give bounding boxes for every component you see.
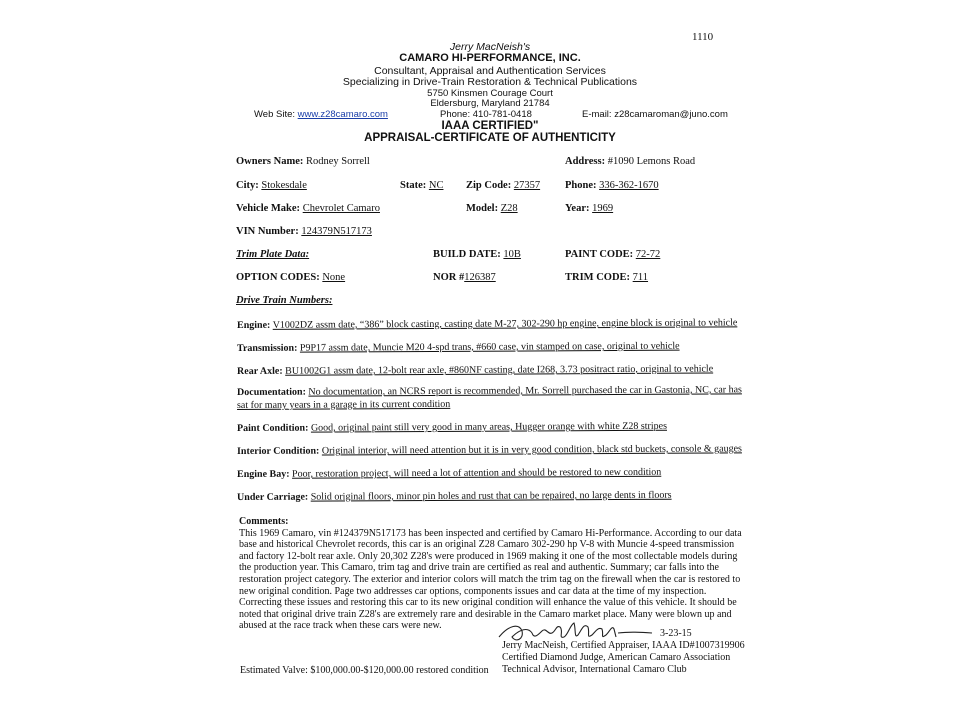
option-codes-row: [236, 272, 345, 283]
rear-axle-value: BU1002G1 assm date, 12-bolt rear axle, #860NF casting, date I268, 3.73 positract ratio, original to vehicle: [285, 363, 714, 377]
letterhead-company: CAMARO HI-PERFORMANCE, INC.: [399, 52, 581, 64]
owners-name-row: [236, 156, 370, 167]
letterhead-name: Jerry MacNeish's: [449, 41, 531, 53]
engine-bay-row: [237, 467, 661, 480]
engine-row: [237, 317, 737, 331]
comments-block: [239, 516, 754, 632]
documentation-label: Documentation:: [237, 386, 306, 398]
drive-train-heading: Drive Train Numbers:: [236, 295, 333, 306]
option-codes-value: None: [322, 272, 346, 283]
website-label: Web Site:: [254, 109, 296, 120]
vehicle-make-value: Chevrolet Camaro: [302, 203, 380, 214]
nor-value: 126387: [464, 272, 496, 283]
comments-line: noted that original drive train Z28's are extremely rare and desirable in the Camaro market place. Many were blown up and: [239, 608, 732, 620]
city-label: City:: [236, 180, 259, 191]
year-label: Year:: [565, 203, 590, 214]
engine-value: V1002DZ assm date, “386” block casting, casting date M-27, 302-290 hp engine, engine block is original to vehicle: [272, 317, 738, 331]
model-row: [466, 203, 518, 214]
nor-row: [433, 272, 496, 283]
letterhead-specializing: Specializing in Drive-Train Restoration & Technical Publications: [342, 76, 638, 88]
zip-value: 27357: [513, 180, 541, 191]
zip-row: [466, 180, 540, 191]
model-value: Z28: [500, 203, 518, 214]
email-row: [582, 109, 728, 120]
paint-code-label: PAINT CODE:: [565, 249, 634, 260]
nor-label: NOR #: [433, 272, 465, 283]
comments-line: abused at the race track when these cars were new.: [239, 620, 442, 632]
phone-label: Phone:: [565, 180, 597, 191]
comments-line: the production year. This Camaro, trim tag and drive train are certified as real and authentic. Summary; car falls into the: [239, 562, 719, 574]
trim-code-label: TRIM CODE:: [565, 272, 631, 283]
comments-line: restoration project category. The exterior and interior colors will match the trim tag on the firewall when the car is restored to: [239, 573, 741, 585]
owners-name-value: Rodney Sorrell: [305, 156, 370, 167]
comments-line: new original condition. Page two addresses car options, components issues and car data at the time of my inspection.: [239, 585, 707, 597]
engine-bay-value: Poor, restoration project, will need a lot of attention and should be restored to new condition: [292, 466, 662, 480]
engine-label: Engine:: [237, 319, 271, 331]
paint-condition-value: Good, original paint still very good in many areas, Hugger orange with white Z28 stripes: [310, 420, 668, 434]
build-date-label: BUILD DATE:: [433, 249, 501, 260]
email-label: E-mail:: [582, 109, 612, 120]
vin-label: VIN Number:: [236, 226, 299, 237]
paint-condition-row: [237, 421, 667, 434]
state-row: [400, 180, 443, 191]
trim-plate-heading: Trim Plate Data:: [236, 249, 310, 260]
under-carriage-row: [237, 490, 672, 503]
build-date-value: 10B: [503, 249, 521, 260]
under-carriage-value: Solid original floors, minor pin holes and rust that can be repaired, no large dents in floors: [310, 489, 672, 503]
year-row: [565, 203, 613, 214]
address-row: [565, 156, 695, 167]
interior-condition-label: Interior Condition:: [237, 445, 320, 457]
website-link[interactable]: www.z28camaro.com: [297, 109, 388, 120]
letterhead-services: Consultant, Appraisal and Authentication Services: [374, 65, 606, 77]
trim-code-row: [565, 272, 648, 283]
city-row: [236, 180, 307, 191]
comments-line: Correcting these issues and restoring this car to its new original condition will enhance the value of this vehicle. It should be: [239, 597, 737, 609]
website-row: [254, 109, 388, 120]
comments-line: This 1969 Camaro, vin #124379N517173 has been inspected and certified by Camaro Hi-Performance. According to our data: [239, 527, 742, 539]
letterhead-city: Eldersburg, Maryland 21784: [430, 98, 550, 109]
trim-code-value: 711: [632, 272, 649, 283]
owners-name-label: Owners Name:: [236, 156, 304, 167]
year-value: 1969: [592, 203, 614, 214]
estimated-value: Estimated Valve: $100,000.00-$120,000.00 restored condition: [240, 665, 489, 676]
certificate-line1: IAAA CERTIFIED": [441, 120, 539, 132]
phone-line: Phone: 410-781-0418: [440, 109, 532, 120]
rear-axle-row: [237, 364, 713, 377]
comments-line: base and historical Chevrolet records, this car is an original Z28 Camaro 302-290 hp V-8 with Muncie 4-speed transmission: [239, 539, 735, 551]
paint-condition-label: Paint Condition:: [237, 422, 309, 434]
phone-row: [565, 180, 659, 191]
under-carriage-label: Under Carriage:: [237, 491, 309, 503]
documentation-value-2: sat for many years in a garage in its current condition: [237, 398, 451, 411]
vehicle-make-row: [236, 203, 380, 214]
state-label: State:: [400, 180, 427, 191]
transmission-label: Transmission:: [237, 342, 298, 354]
documentation-row: [237, 384, 742, 398]
paint-code-row: [565, 249, 660, 260]
address-value: #1090 Lemons Road: [607, 156, 696, 167]
rear-axle-label: Rear Axle:: [237, 365, 283, 377]
documentation-value-1: No documentation, an NCRS report is recommended, Mr. Sorrell purchased the car in Gastonia, NC, car has: [308, 384, 742, 398]
state-value: NC: [428, 180, 444, 191]
letterhead-street: 5750 Kinsmen Courage Court: [427, 88, 553, 99]
address-label: Address:: [565, 156, 606, 167]
signature-line3: Technical Advisor, International Camaro Club: [502, 664, 687, 675]
comments-line: and factory 12-bolt rear axle. Only 20,302 Z28's were produced in 1969 making it one of the most collectable models during: [239, 550, 738, 562]
transmission-value: P9P17 assm date, Muncie M20 4-spd trans, #660 case, vin stamped on case, original to vehicle: [299, 340, 680, 354]
interior-condition-row: [237, 443, 742, 457]
engine-bay-label: Engine Bay:: [237, 468, 290, 480]
zip-label: Zip Code:: [466, 180, 512, 191]
page-number: 1110: [692, 31, 714, 43]
comments-label: Comments:: [239, 516, 289, 527]
signature-line1: Jerry MacNeish, Certified Appraiser, IAAA ID#1007319906: [502, 640, 745, 651]
city-value: Stokesdale: [261, 180, 307, 191]
transmission-row: [237, 341, 680, 354]
vehicle-make-label: Vehicle Make:: [236, 203, 301, 214]
email-address[interactable]: z28camaroman@juno.com: [614, 109, 728, 120]
certificate-line2: APPRAISAL-CERTIFICATE OF AUTHENTICITY: [364, 132, 616, 144]
vin-value: 124379N517173: [301, 226, 372, 237]
signature-line2: Certified Diamond Judge, American Camaro Association: [502, 652, 731, 663]
vin-row: [236, 226, 372, 237]
option-codes-label: OPTION CODES:: [236, 272, 320, 283]
model-label: Model:: [466, 203, 499, 214]
signature-date: 3-23-15: [660, 628, 692, 639]
build-date-row: [433, 249, 521, 260]
paint-code-value: 72-72: [635, 249, 661, 260]
phone-value: 336-362-1670: [599, 180, 659, 191]
interior-condition-value: Original interior, will need attention but it is in very good condition, black std buckets, console & gauges: [321, 443, 742, 457]
